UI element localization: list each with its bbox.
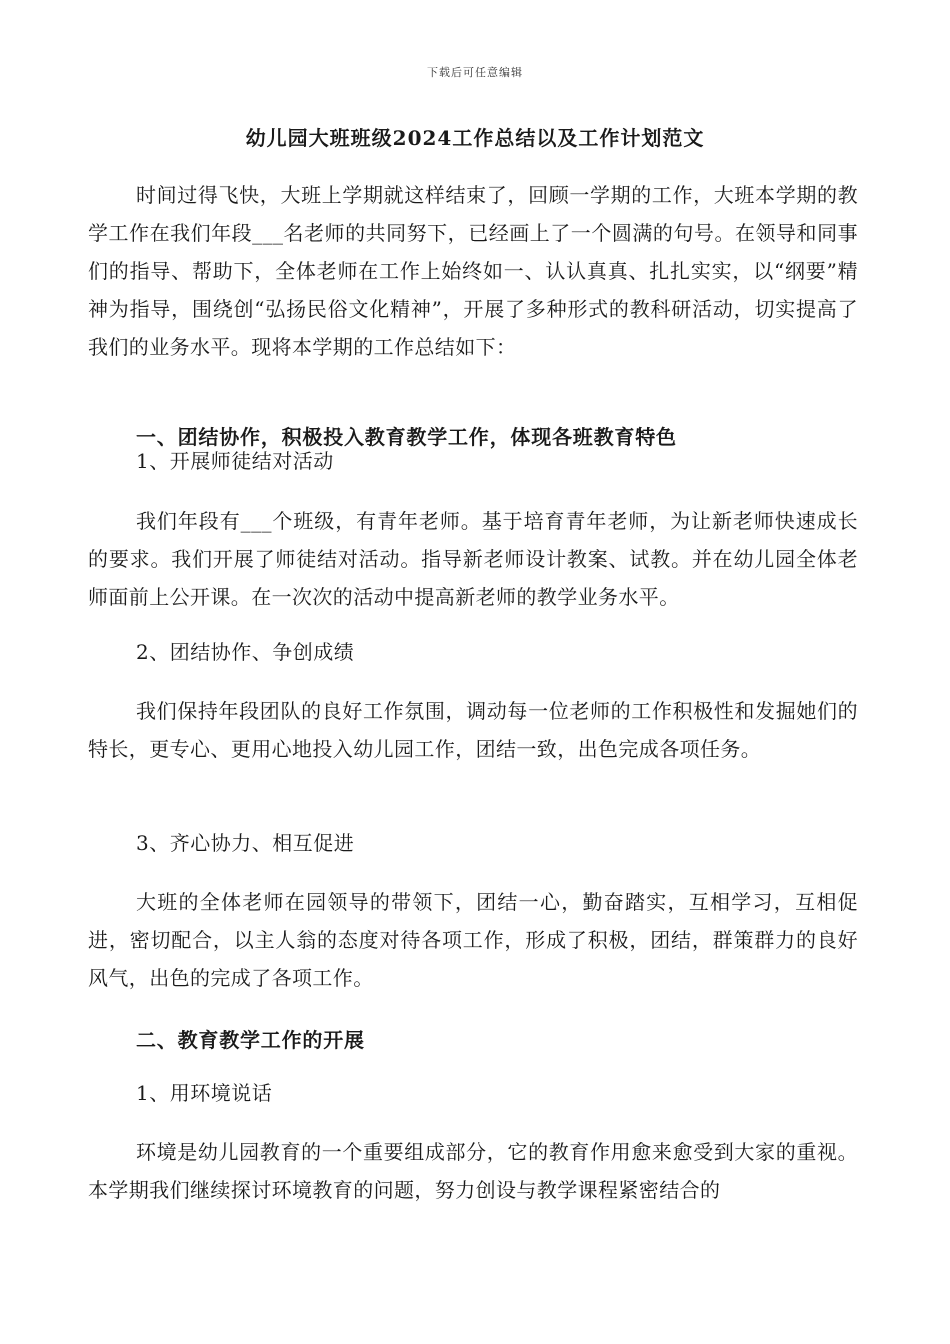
section-1-item-3-paragraph: 大班的全体老师在园领导的带领下，团结一心，勤奋踏实，互相学习，互相促进，密切配合，以主人翁的态度对待各项工作，形成了积极，团结，群策群力的良好风气，出色的完成了各项工作。 (88, 890, 858, 990)
intro-paragraph: 时间过得飞快，大班上学期就这样结束了，回顾一学期的工作，大班本学期的教学工作在我们年段___名老师的共同努下，已经画上了一个圆满的句号。在领导和同事们的指导、帮助下，全体老师在工作上始终如一、认认真真、扎扎实实，以“纲要”精神为指导，围绕创“弘扬民俗文化精神”，开展了多种形式的教科研活动，切实提高了我们的业务水平。现将本学期的工作总结如下： (88, 183, 858, 359)
section-1-heading: 一、团结协作，积极投入教育教学工作，体现各班教育特色 (136, 425, 677, 449)
section-2-heading: 二、教育教学工作的开展 (136, 1028, 365, 1052)
section-1-item-1-paragraph: 我们年段有___个班级，有青年老师。基于培育青年老师，为让新老师快速成长的要求。我们开展了师徒结对活动。指导新老师设计教案、试教。并在幼儿园全体老师面前上公开课。在一次次的活动中提高新老师的教学业务水平。 (88, 509, 858, 609)
section-2-item-1-title: 1、用环境说话 (136, 1081, 273, 1105)
section-1-item-2-title: 2、团结协作、争创成绩 (136, 640, 355, 664)
section-1-item-2-paragraph: 我们保持年段团队的良好工作氛围，调动每一位老师的工作积极性和发掘她们的特长，更专心、更用心地投入幼儿园工作，团结一致，出色完成各项任务。 (88, 699, 858, 761)
document-title: 幼儿园大班班级2024工作总结以及工作计划范文 (245, 126, 705, 150)
section-1-item-1-title: 1、开展师徒结对活动 (136, 449, 334, 473)
section-2-item-1-paragraph: 环境是幼儿园教育的一个重要组成部分，它的教育作用愈来愈受到大家的重视。本学期我们继续探讨环境教育的问题，努力创设与教学课程紧密结合的 (88, 1140, 858, 1202)
header-note: 下载后可任意编辑 (427, 66, 523, 79)
section-1-item-3-title: 3、齐心协力、相互促进 (136, 831, 355, 855)
